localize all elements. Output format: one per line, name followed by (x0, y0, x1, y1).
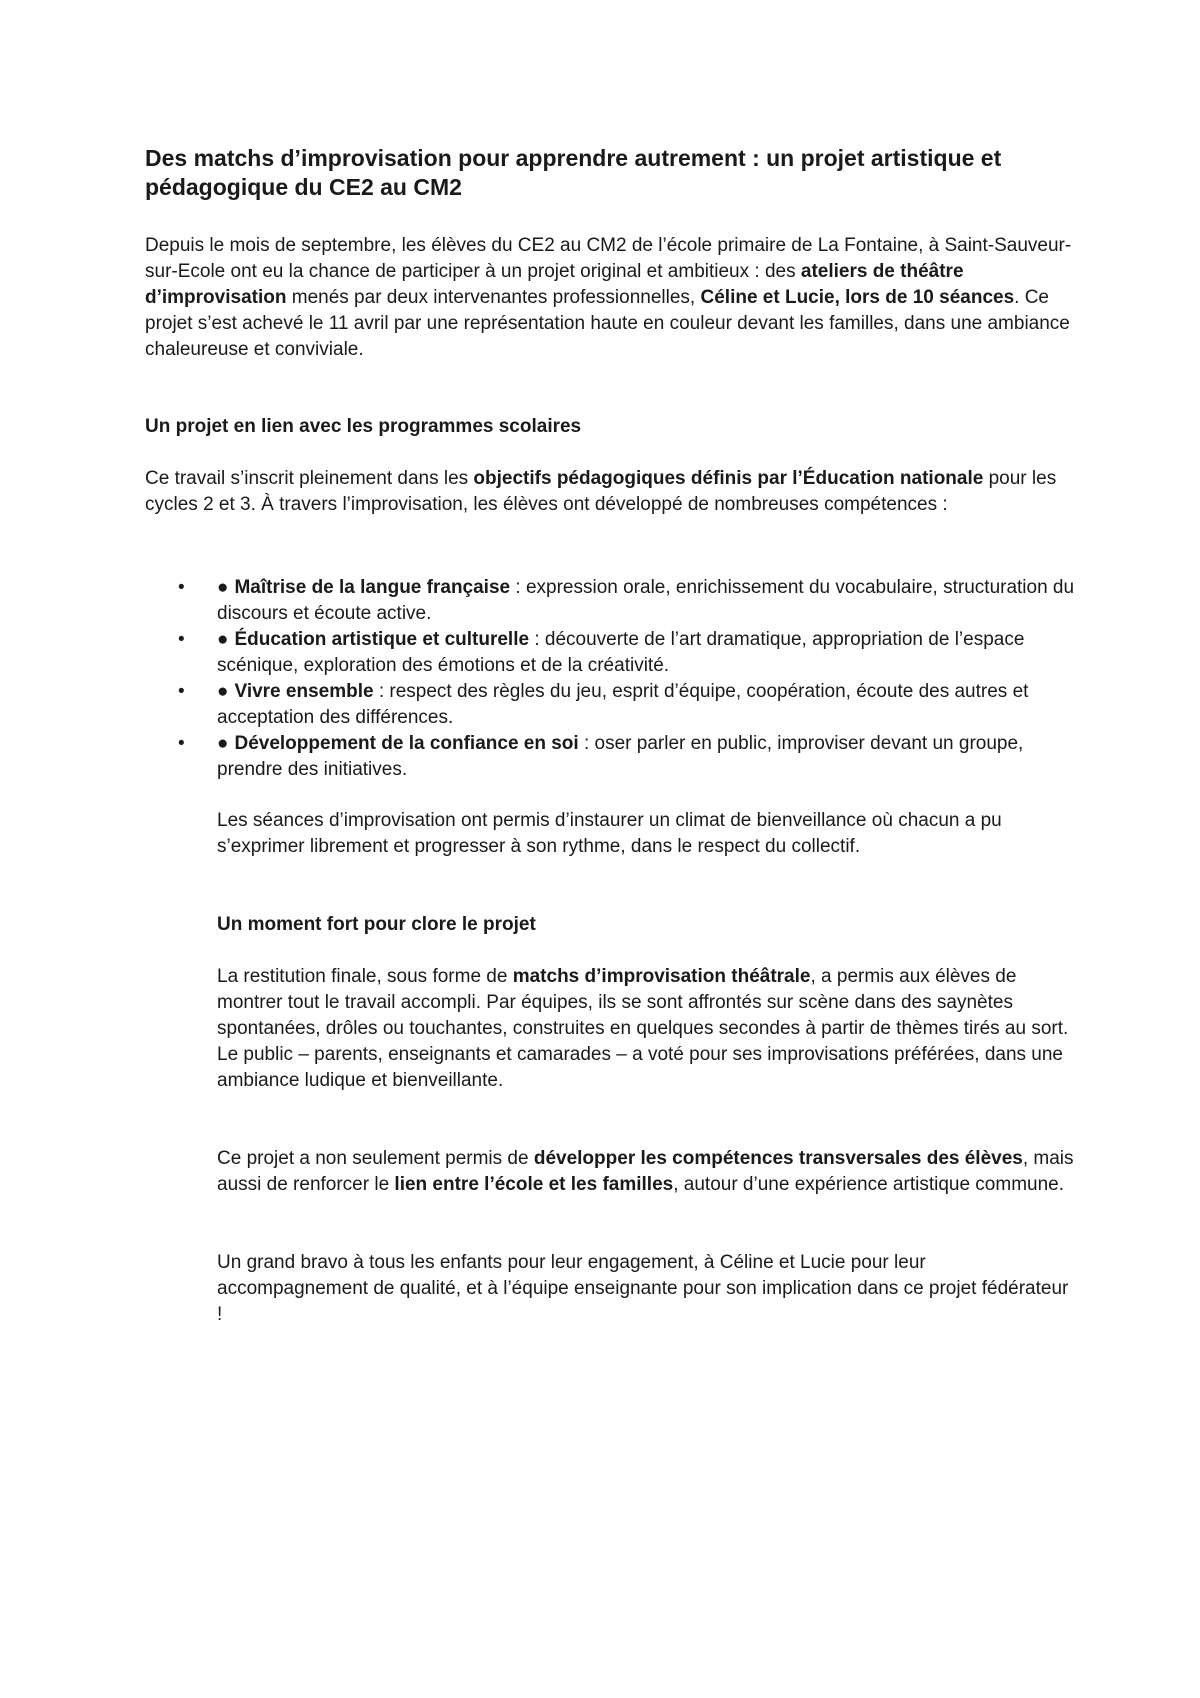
intro-bold-2: Céline et Lucie, lors de 10 séances (700, 287, 1015, 308)
restitution-paragraph (217, 964, 1075, 1094)
section-heading-moment-fort: Un moment fort pour clore le projet (217, 914, 536, 935)
intro-text-1: Depuis le mois de septembre, les élèves du CE2 au CM2 de l’école primaire de La Fontaine, à Saint-Sauveur-sur-Ecole ont eu la chance de participer à un projet original et ambitieux : des (145, 235, 1072, 282)
restitution-text-1: La restitution finale, sous forme de (217, 966, 513, 987)
bullet-bold: Éducation artistique et culturelle (234, 629, 530, 650)
skills-paragraph (217, 1146, 1075, 1198)
climate-paragraph: Les séances d’improvisation ont permis d’instaurer un climat de bienveillance où chacun a pu s’exprimer librement et progresser à son rythme, dans le respect du collectif. (217, 810, 1002, 857)
bullet-text: : expression orale, enrichissement du vocabulaire, structuration du discours et écoute active. (217, 577, 1075, 624)
bullet-marker: • (178, 629, 185, 650)
bullet-dot: ● (217, 577, 229, 598)
restitution-bold-1: matchs d’improvisation théâtrale (512, 966, 811, 987)
list-item (145, 627, 1075, 679)
programmes-text-2: pour les cycles 2 et 3. À travers l’improvisation, les élèves ont développé de nombreuses compétences : (145, 468, 1057, 515)
competences-list (145, 575, 1075, 783)
bullet-text: : oser parler en public, improviser devant un groupe, prendre des initiatives. (217, 733, 1024, 780)
bullet-marker: • (178, 681, 185, 702)
bullet-dot: ● (217, 733, 229, 754)
list-item (145, 679, 1075, 731)
bullet-dot: ● (217, 629, 229, 650)
skills-text-1: Ce projet a non seulement permis de (217, 1148, 534, 1169)
intro-bold-1: ateliers de théâtre d’improvisation (145, 261, 964, 308)
skills-bold-1: développer les compétences transversales des élèves (533, 1148, 1023, 1169)
bullet-bold: Maîtrise de la langue française (234, 577, 511, 598)
intro-text-2: menés par deux intervenantes professionnelles, (286, 287, 701, 308)
intro-paragraph (145, 233, 1075, 363)
list-item (145, 731, 1075, 783)
skills-text-3: , autour d’une expérience artistique commune. (673, 1174, 1064, 1195)
programmes-text-1: Ce travail s’inscrit pleinement dans les (145, 468, 474, 489)
bullet-text: : respect des règles du jeu, esprit d’équipe, coopération, écoute des autres et acceptation des différences. (217, 681, 1029, 728)
article-title: Des matchs d’improvisation pour apprendre autrement : un projet artistique et pédagogique du CE2 au CM2 (145, 145, 1002, 200)
bullet-dot: ● (217, 681, 229, 702)
bullet-text: : découverte de l’art dramatique, appropriation de l’espace scénique, exploration des émotions et de la créativité. (217, 629, 1025, 676)
closing-paragraph: Un grand bravo à tous les enfants pour leur engagement, à Céline et Lucie pour leur accompagnement de qualité, et à l’équipe enseignante pour son implication dans ce projet fédérateur ! (217, 1252, 1069, 1325)
section-heading-programmes: Un projet en lien avec les programmes scolaires (145, 416, 582, 437)
intro-text-3: . Ce projet s’est achevé le 11 avril par une représentation haute en couleur devant les familles, dans une ambiance chaleureuse et conviviale. (145, 287, 1070, 360)
restitution-text-2: , a permis aux élèves de montrer tout le travail accompli. Par équipes, ils se sont affrontés sur scène dans des saynètes spontanées, drôles ou touchantes, construites en quelques secondes à partir de thèmes tirés au sort. Le public – parents, enseignants et camarades – a voté pour ses improvisations préférées, dans une ambiance ludique et bienveillante. (217, 966, 1069, 1091)
programmes-bold-1: objectifs pédagogiques définis par l’Éducation nationale (473, 468, 984, 489)
bullet-marker: • (178, 577, 185, 598)
skills-bold-2: lien entre l’école et les familles (394, 1174, 674, 1195)
programmes-paragraph (145, 466, 1075, 518)
bullet-bold: Développement de la confiance en soi (234, 733, 579, 754)
list-item (145, 575, 1075, 627)
bullet-marker: • (178, 733, 185, 754)
skills-text-2: , mais aussi de renforcer le (217, 1148, 1074, 1195)
bullet-bold: Vivre ensemble (234, 681, 374, 702)
